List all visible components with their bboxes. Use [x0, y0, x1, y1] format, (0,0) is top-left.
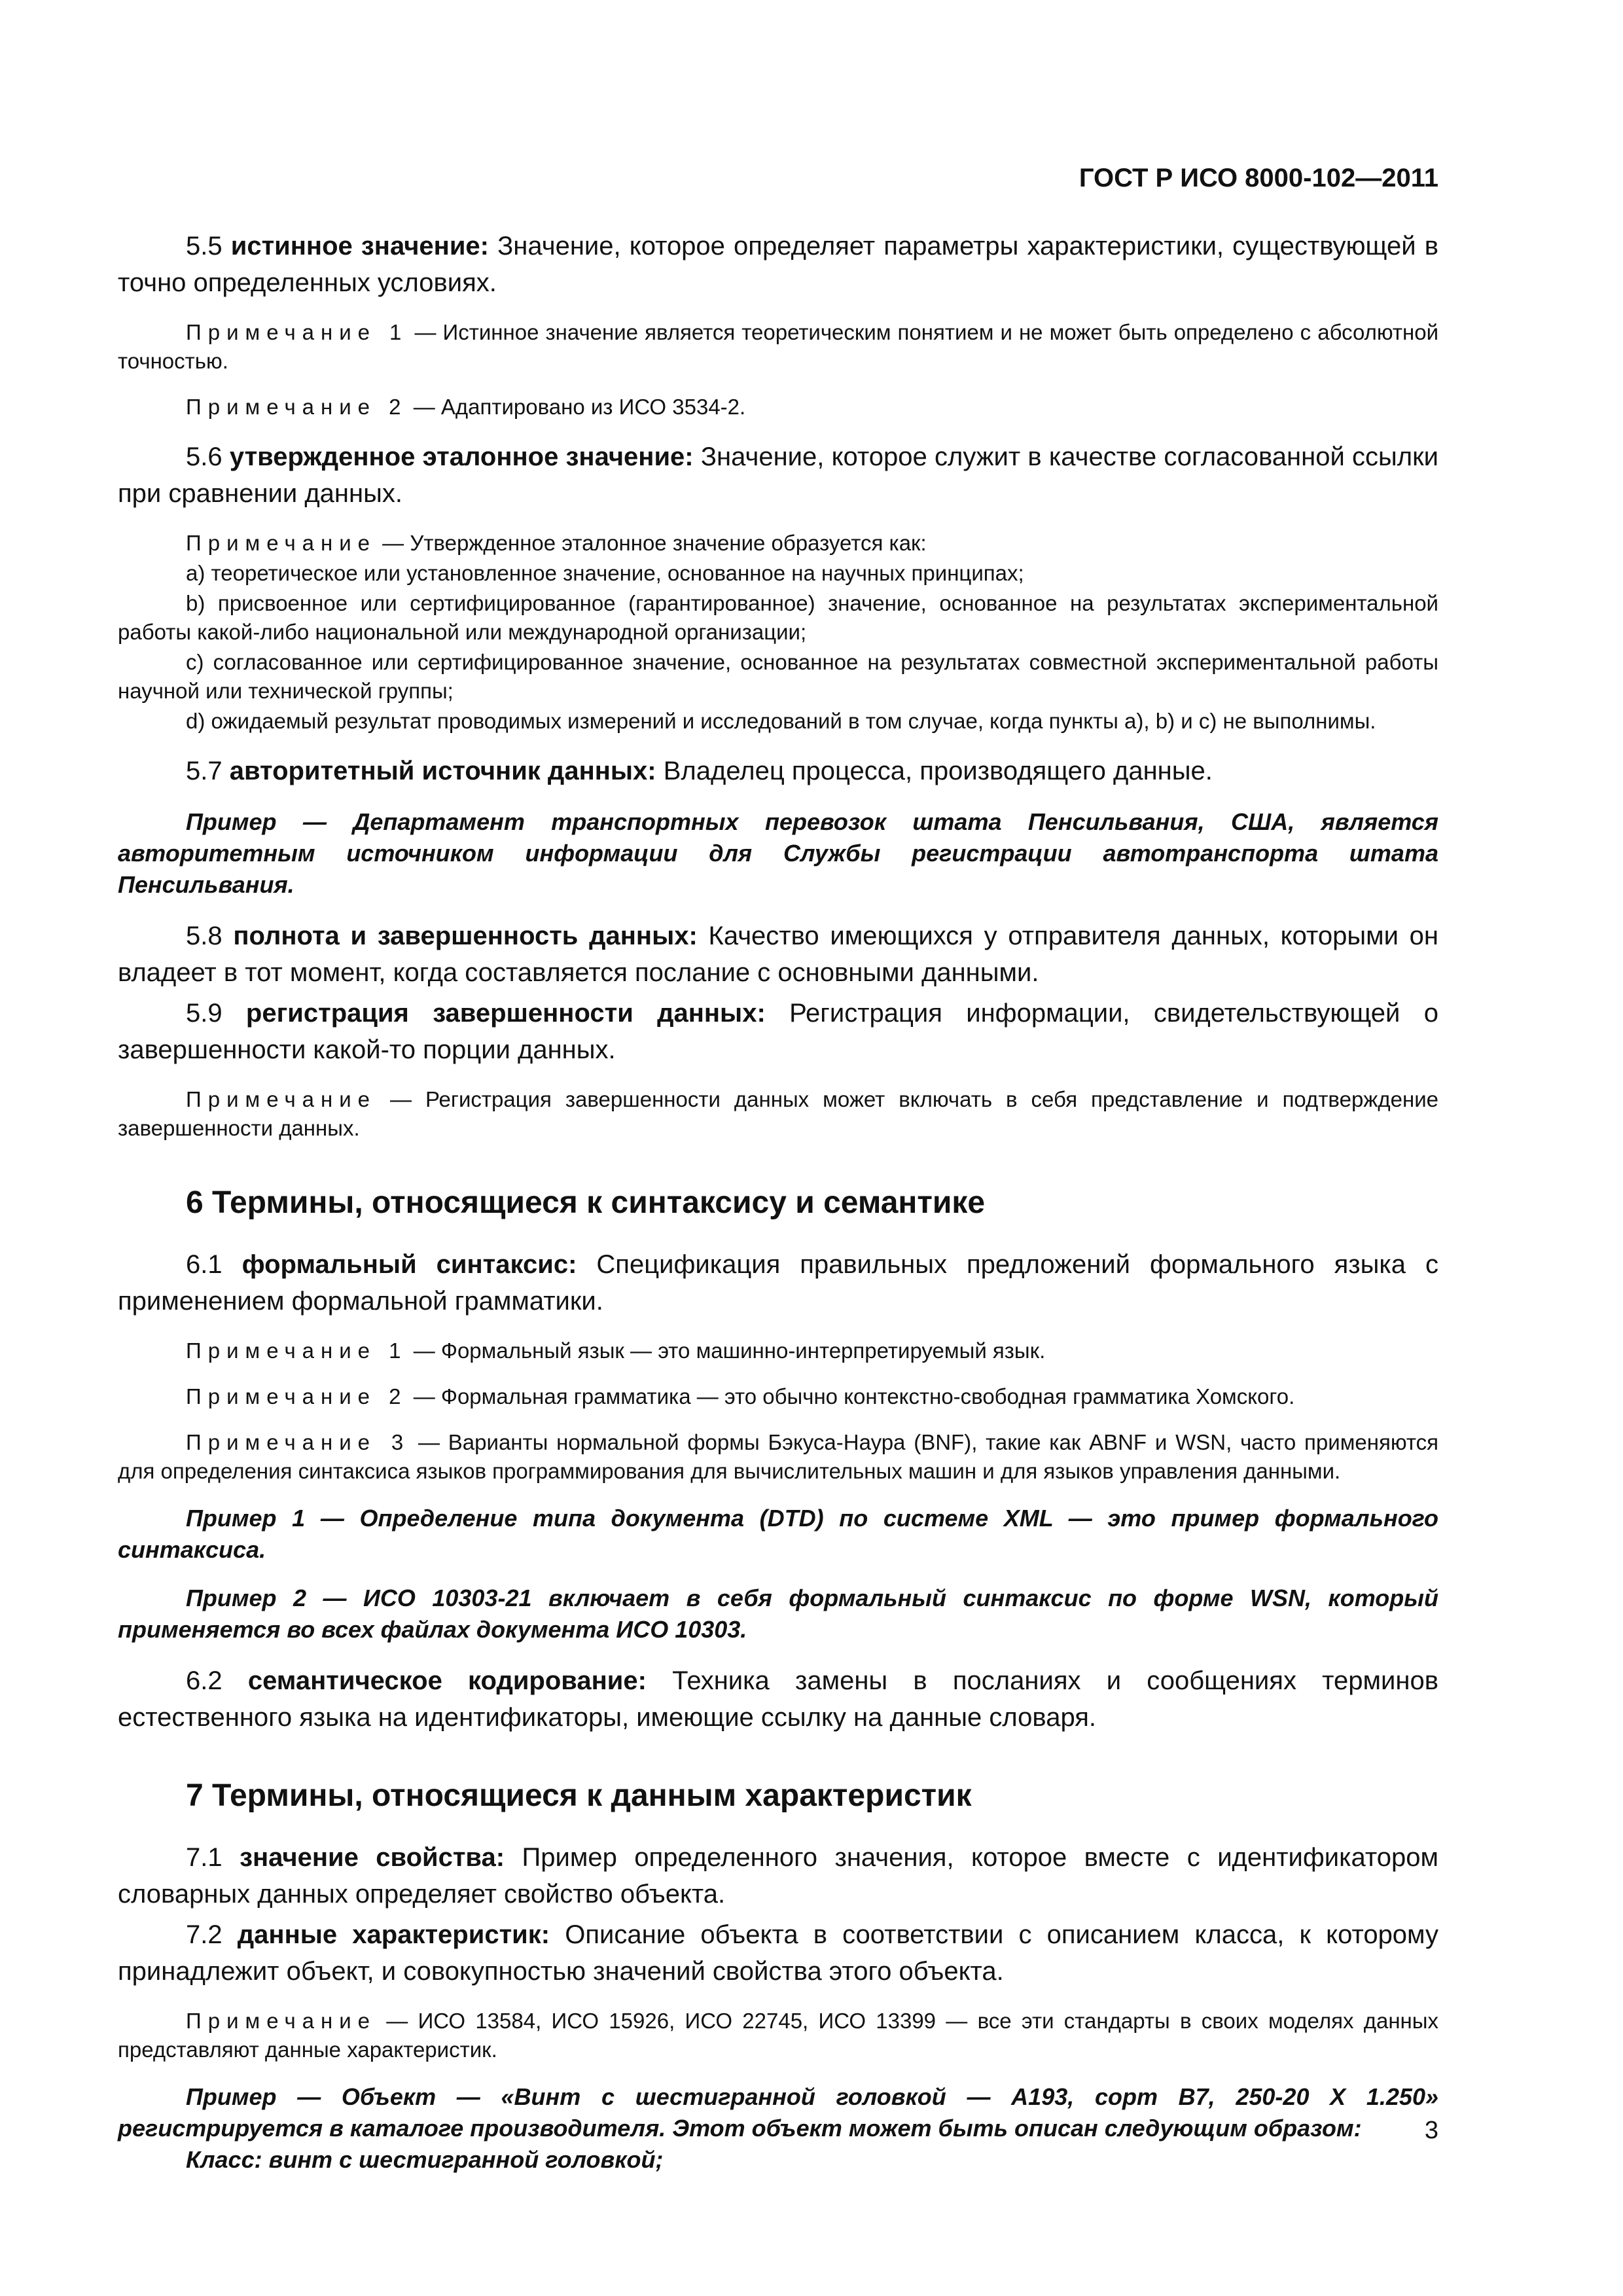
clause-5-5 — [118, 228, 1438, 301]
note — [118, 1428, 1438, 1486]
list-item: a) теоретическое или установленное значение, основанное на научных принципах; — [186, 561, 1024, 585]
clause-number: 5.7 — [186, 757, 223, 785]
note — [118, 393, 1438, 422]
term-label: авторитетный источник данных: — [229, 757, 656, 785]
section-heading-6: 6 Термины, относящиеся к синтаксису и семантике — [186, 1185, 986, 1220]
term-definition: Пример определенного значения, которое вместе с идентификатором словарных данных определяет свойство объекта. — [118, 1843, 1438, 1909]
clause-5-7 — [118, 753, 1438, 789]
term-label: значение свойства: — [240, 1843, 505, 1872]
list-item: c) согласованное или сертифицированное значение, основанное на результатах совместной экспериментальной работы научной или технической группы; — [118, 650, 1438, 703]
note-text: — Варианты нормальной формы Бэкуса-Наура (BNF), такие как ABNF и WSN, часто применяются для определения синтаксиса языков программирования для вычислительных машин и для языков управления данными. — [118, 1430, 1438, 1483]
note-label: Примечание 1 — [186, 320, 408, 344]
term-definition: Описание объекта в соответствии с описанием класса, к которому принадлежит объект, и совокупностью значений свойства этого объекта. — [118, 1920, 1439, 1986]
term-definition: Регистрация информации, свидетельствующей о завершенности какой-то порции данных. — [118, 999, 1438, 1064]
example-class-line: Класс: винт с шестигранной головкой; — [186, 2146, 664, 2173]
clause-number: 5.9 — [186, 999, 223, 1028]
note — [118, 318, 1438, 376]
term-label: семантическое кодирование: — [247, 1666, 647, 1695]
note-label: Примечание — [186, 1087, 377, 1111]
term-definition: Владелец процесса, производящего данные. — [663, 757, 1213, 785]
example: Пример 1 — Определение типа документа (DTD) по системе XML — это пример формального синтаксиса. — [118, 1505, 1438, 1563]
term-label: формальный синтаксис: — [241, 1250, 577, 1279]
note-label: Примечание — [186, 531, 377, 555]
term-label: данные характеристик: — [237, 1920, 550, 1949]
term-definition: Значение, которое определяет параметры характеристики, существующей в точно определенных условиях. — [118, 232, 1438, 297]
page-number: 3 — [1424, 2117, 1438, 2144]
clause-5-8 — [118, 918, 1438, 991]
term-label: истинное значение: — [230, 232, 489, 260]
term-definition: Спецификация правильных предложений формального языка с применением формальной грамматики. — [118, 1250, 1438, 1316]
note-text: — Истинное значение является теоретическим понятием и не может быть определено с абсолютной точностью. — [118, 320, 1439, 373]
note-label: Примечание 2 — [186, 395, 408, 419]
clause-number: 5.5 — [186, 232, 223, 260]
clause-number: 6.2 — [186, 1666, 223, 1695]
clause-number: 5.8 — [186, 922, 223, 950]
list-item: b) присвоенное или сертифицированное (гарантированное) значение, основанное на результатах экспериментальной работы какой-либо национальной или международной организации; — [118, 591, 1438, 644]
clause-7-2 — [118, 1916, 1438, 1990]
term-definition: Качество имеющихся у отправителя данных, которыми он владеет в тот момент, когда составляется послание с основными данными. — [118, 922, 1439, 987]
note-text: — Регистрация завершенности данных может включать в себя представление и подтверждение завершенности данных. — [118, 1087, 1438, 1140]
term-label: утвержденное эталонное значение: — [229, 442, 694, 471]
section-heading-7: 7 Термины, относящиеся к данным характеристик — [186, 1778, 972, 1813]
clause-5-9 — [118, 995, 1438, 1068]
note-text: — Адаптировано из ИСО 3534-2. — [407, 395, 746, 419]
clause-number: 7.1 — [186, 1843, 223, 1872]
clause-number: 7.2 — [186, 1920, 223, 1949]
term-definition: Техника замены в посланиях и сообщениях терминов естественного языка на идентификаторы, имеющие ссылку на данные словаря. — [118, 1666, 1438, 1732]
note-text: — Формальная грамматика — это обычно контекстно-свободная грамматика Хомского. — [407, 1384, 1295, 1408]
note-label: Примечание 2 — [186, 1384, 408, 1408]
clause-7-1 — [118, 1839, 1438, 1912]
example: Пример — Департамент транспортных перевозок штата Пенсильвания, США, является авторитетным источником информации для Службы регистрации автотранспорта штата Пенсильвания. — [118, 808, 1438, 898]
term-label: полнота и завершенность данных: — [233, 922, 698, 950]
note — [118, 2007, 1438, 2064]
note-text: — Формальный язык — это машинно-интерпретируемый язык. — [407, 1338, 1046, 1363]
example: Пример 2 — ИСО 10303-21 включает в себя формальный синтаксис по форме WSN, который применяется во всех файлах документа ИСО 10303. — [118, 1585, 1438, 1643]
term-label: регистрация завершенности данных: — [245, 999, 766, 1028]
note-text: — Утвержденное эталонное значение образуется как: — [376, 531, 927, 555]
clause-number: 5.6 — [186, 442, 223, 471]
term-definition: Значение, которое служит в качестве согласованной ссылки при сравнении данных. — [118, 442, 1438, 508]
note-label: Примечание 3 — [186, 1430, 410, 1454]
note — [118, 1382, 1438, 1411]
note-label: Примечание 1 — [186, 1338, 408, 1363]
note — [118, 529, 1438, 558]
clause-5-6 — [118, 439, 1438, 512]
list-item: d) ожидаемый результат проводимых измерений и исследований в том случае, когда пункты a), b) и c) не выполнимы. — [186, 709, 1376, 733]
note-label: Примечание — [186, 2009, 377, 2033]
clause-number: 6.1 — [186, 1250, 223, 1279]
note — [118, 1336, 1438, 1365]
document-header: ГОСТ Р ИСО 8000-102—2011 — [1079, 164, 1438, 192]
clause-6-1 — [118, 1246, 1438, 1319]
example: Пример — Объект — «Винт с шестигранной головкой — А193, сорт В7, 250-20 X 1.250» регистрируется в каталоге производителя. Этот объект может быть описан следующим образом: — [118, 2083, 1438, 2142]
note-text: — ИСО 13584, ИСО 15926, ИСО 22745, ИСО 13399 — все эти стандарты в своих моделях данных представляют данные характеристик. — [118, 2009, 1438, 2062]
note — [118, 1085, 1438, 1143]
clause-6-2 — [118, 1662, 1438, 1736]
